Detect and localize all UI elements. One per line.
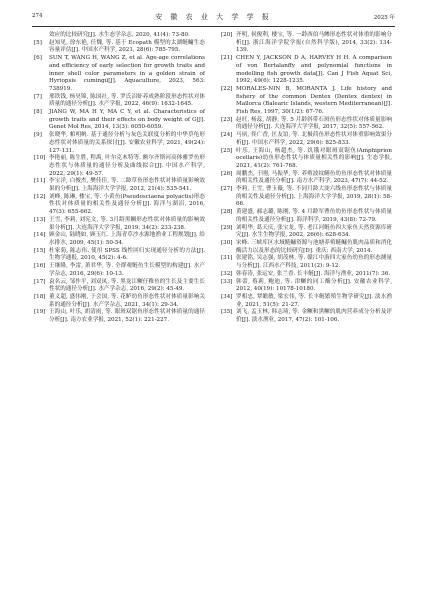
- references-left-column: [34, 32, 205, 325]
- reference-entry: [34, 294, 205, 309]
- reference-number: [6]: [34, 55, 42, 62]
- reference-entry: [34, 55, 205, 94]
- reference-text: JIANG W, MA H Y, MA C Y, et al. Characteristics of growth traits and their effects on body weight of G[J]. Genet Mol Res, 2014, 13(3): 6050-6059.: [49, 109, 205, 131]
- reference-text: 杜家菊, 陈志伟. 使用 SPSS 线性回归实现通径分析的方法[J]. 生物学通报, 2010, 45(2): 4-6.: [49, 247, 205, 262]
- reference-text: 李莉, 王雪, 曹玉薇, 等. 不同月龄大泷六线鱼形态性状与体质量的相关性及通径分析[J]. 上海海洋大学学报, 2019, 28(1): 58-66.: [236, 186, 392, 208]
- reference-text: 叶乐, 王海山, 杨超杰, 等. 饥饿对眼斑双锯鱼(Amphiprion ocellaris)幼鱼形态性状与体质量相关性的影响[J]. 生态学报, 2021, 41(2): 761-768.: [236, 147, 392, 169]
- reference-number: [30]: [221, 239, 233, 246]
- reference-entry: [221, 279, 392, 294]
- reference-entry: [221, 309, 392, 324]
- reference-number: [17]: [34, 278, 46, 285]
- reference-entry: [34, 40, 205, 55]
- reference-text: 李艳丽, 陈生胜, 程禹, 叶尔克木特等. 额尔齐斯河高体雅罗鱼形态性状与体质量的通径分析及曲线拟合[J]. 中国水产科学, 2022, 29(1): 49-57.: [49, 155, 205, 177]
- page-number: 274: [32, 13, 43, 19]
- reference-text: 赵旺, 杨蕊, 胡静, 等. 5 月龄斜带石斑鱼形态性状对体质量影响的通径分析[J]. 大连海洋大学学报, 2017, 32(5): 557-562.: [236, 116, 392, 131]
- publication-year: 2025 年: [373, 15, 395, 21]
- reference-text: 张建铭, 吴志强, 胡茂林, 等. 赣江中游四大家鱼幼鱼的形态测量与分析[J]. 江西水产科技, 2011(2): 9-12.: [236, 255, 392, 270]
- reference-entry: [221, 32, 392, 55]
- reference-entry: [221, 148, 392, 171]
- reference-text: 赵知见, 徐东艳, 任魏, 等. 基于 Ecopath 模型的太湖鲢鳙生态容量评估[J]. 中国水产科学, 2021, 28(6): 785-795.: [49, 39, 205, 54]
- reference-text: 周鹏杰, 于刚, 马振华, 等. 养殖波纹鳝鱼幼鱼形态性状对体质量的相关性及通径分析[J]. 南方水产科学, 2023, 47(7): 44-52.: [236, 170, 392, 185]
- reference-number: [26]: [221, 170, 233, 177]
- reference-entry: [34, 217, 205, 232]
- reference-entry: [34, 94, 205, 109]
- reference-text: 刘明华, 葛天庆, 张宝龙, 等. 老江河鲢鱼四大家鱼天然资源库研究[J]. 水生生物学报, 2002, 26(6): 628-634.: [236, 224, 392, 239]
- reference-entry: [34, 178, 205, 193]
- reference-text: 李宝洋, 白俊杰, 樊佳佳, 等. 二龄草鱼形态性状对体质量影响效果的分析[J]. 上海海洋大学学报, 2012, 21(4): 535-541.: [49, 178, 205, 193]
- reference-text: 罗相忠, 覃瞻敏, 梁宏伟, 等. 长丰鲢繁殖生物学研究[J]. 淡水渔业, 2021, 51(5): 21-27.: [236, 293, 392, 308]
- references-right-column: [221, 32, 392, 325]
- reference-number: [7]: [34, 93, 42, 100]
- reference-entry: [221, 186, 392, 209]
- reference-number: [25]: [221, 147, 233, 154]
- reference-entry: [34, 309, 205, 324]
- reference-number: [31]: [221, 255, 233, 262]
- reference-text: 刘飞, 孟玉林, 韩志琦, 等. 金鳜和黑鳜的肌肉营养成分分析及评价[J]. 淡水渔业, 2017, 47(2): 101-106.: [236, 309, 392, 324]
- reference-number: [5]: [34, 39, 42, 46]
- reference-entry: [221, 240, 392, 255]
- reference-number: [24]: [221, 132, 233, 139]
- reference-text: 王继隆, 李雷, 萧君华, 等. 全群观鲢鱼生长模型的构建[J]. 水产学杂志, 2016, 29(6): 10-13.: [49, 263, 205, 277]
- reference-text: 效应的比较研究[J]. 水生态学杂志, 2020, 41(4): 73-80.: [49, 32, 190, 38]
- reference-number: [27]: [221, 186, 233, 193]
- reference-number: [15]: [34, 247, 46, 254]
- reference-number: [13]: [34, 216, 46, 223]
- reference-text: 袁名云, 邹作平, 刘双凤, 等. 黑龙江鳜仔稚鱼的生长及主要生长性状的通径分析[J]. 水产学杂志, 2016, 29(2): 45-49.: [49, 278, 205, 293]
- reference-number: [32]: [221, 270, 233, 277]
- reference-text: 黄建盛, 郝志璐, 陈刚, 等. 4 月龄军曹鱼幼鱼形态性状与体质量的相关性及通径分析[J]. 海洋科学, 2019, 43(8): 72-79.: [236, 209, 392, 223]
- reference-text: 董义超, 盛伟刚, 于会国, 等. 花鲈幼鱼形态性状对体质量影响关系的通径分析[J]. 水产学杂志, 2021, 34(1): 29-34.: [49, 293, 205, 308]
- reference-entry: [221, 55, 392, 86]
- reference-text: 王海山, 叶乐, 胡清雨, 等. 眼斑双锯鱼形态性状对体质量的通径分析[J]. 南方农业学报, 2021, 52(1): 221-227.: [49, 309, 205, 324]
- reference-number: [33]: [221, 278, 233, 285]
- reference-text: MORALES-NIN B, MORANTA J. Life history and fishery of the common Dentex (Dentex dentex) in Mallorca (Balearic Islands, western Mediterranean)[J]. Fish Res, 1997, 30(1/2): 67-76.: [236, 85, 392, 116]
- reference-entry: [221, 209, 392, 224]
- reference-entry: [34, 232, 205, 247]
- reference-number: [20]: [221, 32, 233, 38]
- reference-number: [34, 32, 49, 40]
- reference-entry: [221, 171, 392, 186]
- reference-entry: [221, 294, 392, 309]
- journal-title: 安 徽 农 业 大 学 学 报: [155, 13, 272, 21]
- reference-text: 张晓华, 帕明帆. 基于通径分析与灰色关联度分析的中华草龟形态性状对体质量的关系探讨[J]. 安徽农业科学, 2021, 49(24): 127-131.: [49, 132, 205, 154]
- reference-number: [22]: [221, 85, 233, 92]
- reference-text: 刘峰, 陈琳, 楼宝, 等. 小黄鱼(Pseudosciaena polyactis)形态性状对体质量的相关性及通径分析[J]. 海洋与湖沼, 2016, 47(3): 655-662.: [49, 193, 205, 216]
- reference-entry: [221, 225, 392, 240]
- reference-number: [8]: [34, 109, 42, 116]
- reference-entry: [34, 109, 205, 132]
- reference-entry: [34, 279, 205, 294]
- reference-entry: [221, 271, 392, 279]
- reference-entry: [34, 248, 205, 263]
- reference-entry: [34, 155, 205, 178]
- reference-number: [29]: [221, 224, 233, 231]
- reference-entry: [34, 263, 205, 278]
- reference-entry: [221, 86, 392, 117]
- reference-text: SUN T, WANG H, WANG Z, et al. Age-age correlations and efficiency of early selection for growth traits and inner shell color parameters in a golden strain of Hyriopsis cumingii[J]. Aquaculture, 2023, 563: 738919.: [49, 55, 205, 92]
- reference-text: 顾金山, 陆晓如, 顾玉红. 上海青草沙水源地渔业工程规划[J]. 给水排水, 2009, 45(1): 50-54.: [49, 232, 205, 246]
- reference-number: [18]: [34, 293, 46, 300]
- reference-number: [10]: [34, 155, 46, 162]
- reference-entry: [221, 117, 392, 132]
- reference-text: 马夙, 佟广香, 匡友谊, 等. 北极茴鱼形态性状对体重影响效果分析[J]. 中国水产科学, 2022, 29(6): 825-833.: [236, 132, 392, 146]
- reference-entry: [34, 132, 205, 155]
- reference-number: [35]: [221, 309, 233, 316]
- running-header: [32, 13, 395, 27]
- reference-number: [19]: [34, 309, 46, 316]
- reference-text: 韩春涛, 张运安, 张兰香. 长丰鲢[J]. 海洋与渔业, 2011(7): 36.: [236, 270, 391, 277]
- reference-text: 邢铁钱, 杨昊锦, 陈国社, 等. 罗氏沼虾养成熟阶段形态性状对体质量的通径分析[J]. 水产学报, 2022, 46(9): 1632-1645.: [49, 93, 205, 108]
- reference-entry: [221, 255, 392, 270]
- reference-number: [11]: [34, 178, 46, 185]
- reference-number: [34]: [221, 293, 233, 300]
- reference-number: [28]: [221, 209, 233, 216]
- reference-text: 韩蕾, 蔡莉, 鲍迪, 等. 津鳜的同工酶分析[J]. 安徽农业科学, 2012, 40(19): 10178-10180.: [236, 278, 392, 293]
- reference-text: CHEN Y, JACKSON D A, HARVEY H H. A comparison of von Bertalanffy and polynomial functions in modelling fish growth data[J]. Can J Fish Aquat Sci, 1992, 49(6): 1228-1235.: [236, 55, 392, 85]
- reference-number: [9]: [34, 132, 42, 139]
- reference-entry: [34, 32, 205, 40]
- reference-text: 齐明, 侯俊利, 楼宝, 等. 一龄西伯马鲹形态性状对体重的影响分析[J]. 浙江海洋学院学报(自然科学版), 2014, 33(2): 134-139.: [236, 32, 392, 54]
- header-rule: [32, 26, 395, 27]
- reference-entry: [221, 132, 392, 147]
- reference-entry: [34, 194, 205, 217]
- reference-number: [23]: [221, 116, 233, 123]
- reference-number: [14]: [34, 232, 46, 239]
- reference-number: [16]: [34, 263, 46, 270]
- reference-text: 王雪, 李莉, 刘宪文, 等. 3月龄黑鲷形态性状对体质量的影响效果分析[J]. 大连海洋大学学报, 2019, 34(2): 233-238.: [49, 216, 205, 231]
- reference-number: [12]: [34, 193, 46, 200]
- reference-text: 宋峰. 三峡库区水域鲢鳙资源与池塘养殖鲢鳙鱼肌肉品质和消化酶活力以及形态的比较研究[D]. 重庆: 西南大学, 2014.: [236, 239, 392, 254]
- reference-number: [21]: [221, 55, 233, 62]
